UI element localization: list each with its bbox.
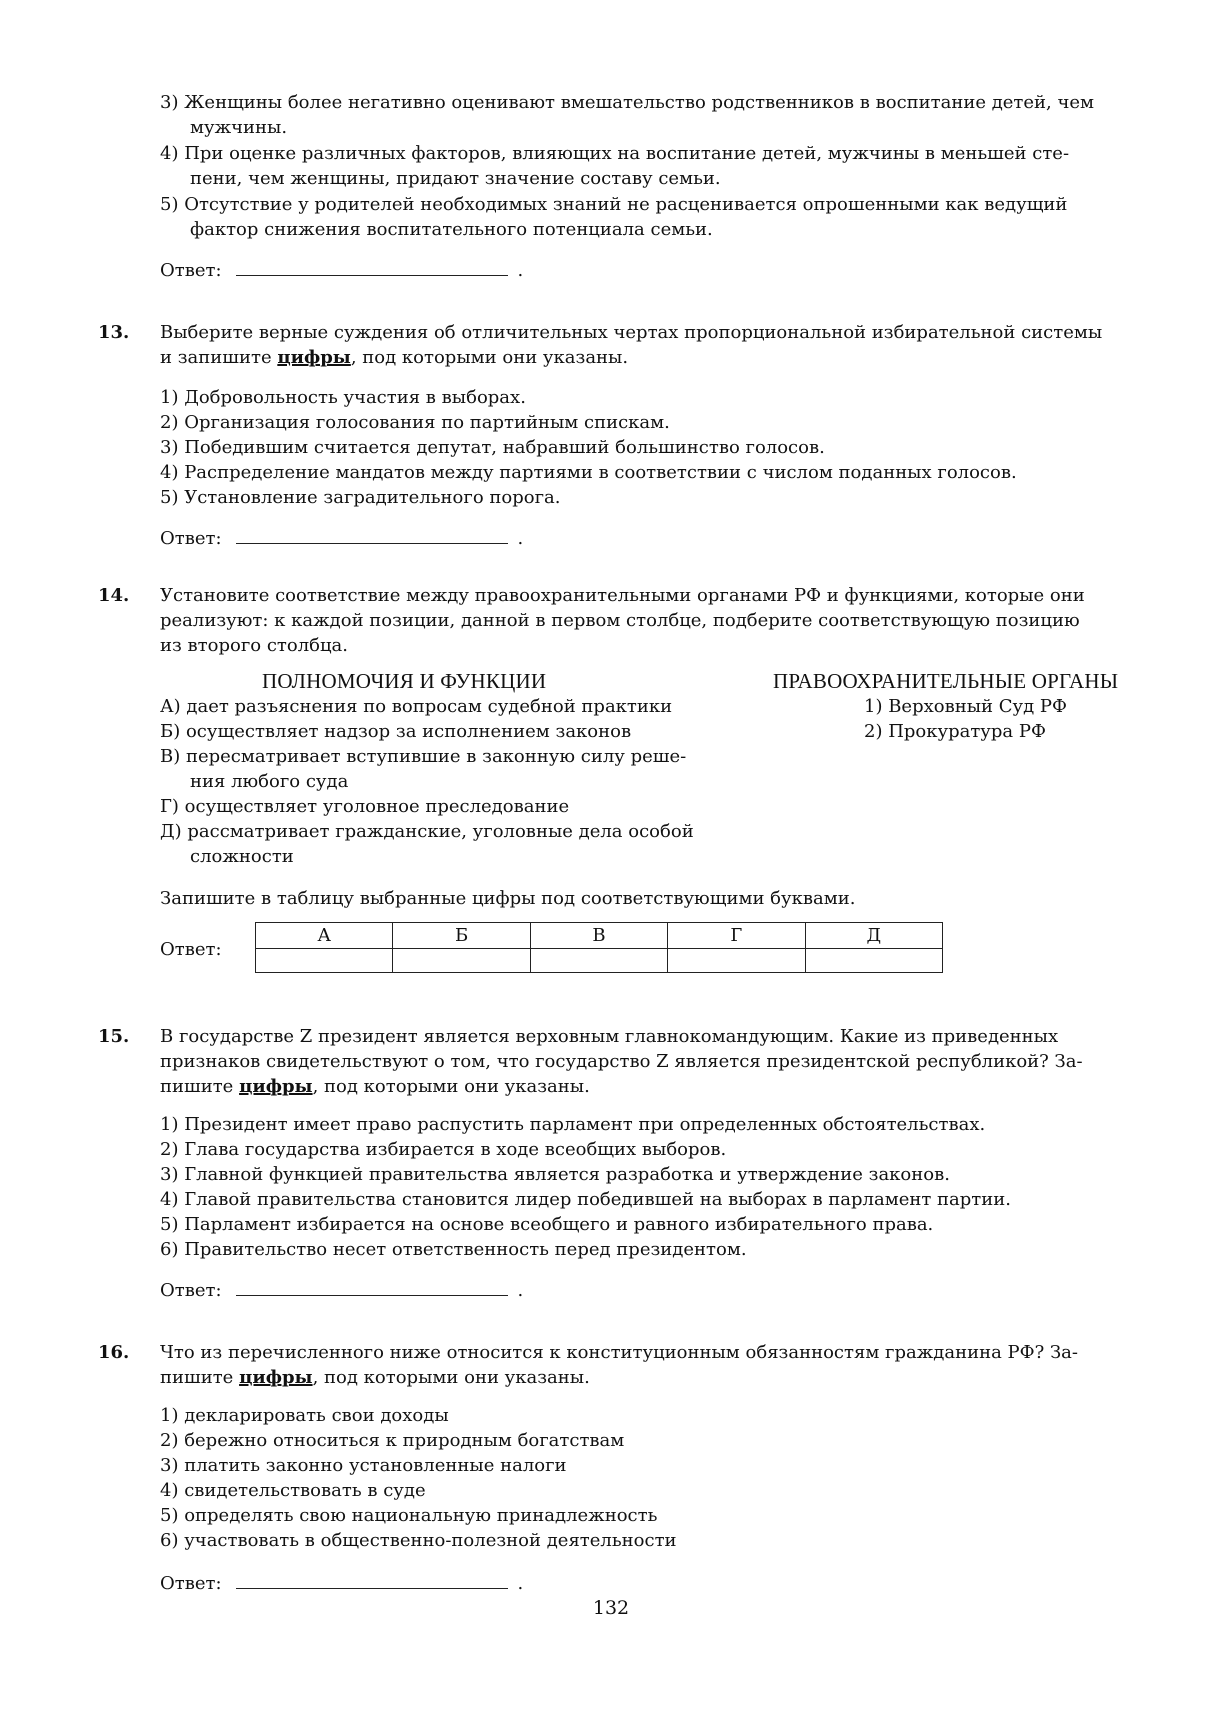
q13-options [160,385,1017,510]
table-header-cell: Б [393,923,530,949]
q16-number: 16. [98,1342,130,1363]
q14-organ-1: 1) Верховный Суд РФ [864,696,1067,717]
q14-answer-table [255,922,943,973]
q16-answer [160,1570,523,1596]
answer-blank[interactable] [236,1277,508,1296]
answer-cell[interactable] [256,949,393,973]
q14-instruction: Запишите в таблицу выбранные цифры под соответствующими буквами. [160,888,856,909]
q15-option: 2) Глава государства избирается в ходе всеобщих выборов. [160,1139,727,1160]
q13-text-post: , под которыми они указаны. [350,347,629,368]
q14-function-a: А) дает разъяснения по вопросам судебной практики [160,696,673,717]
q15-number: 15. [98,1026,130,1047]
q14-left-heading: ПОЛНОМОЧИЯ И ФУНКЦИИ [262,669,547,693]
q12-option-5 [160,192,1067,242]
answer-label: Ответ: [160,260,222,281]
q15-option: 1) Президент имеет право распустить парламент при определенных обстоятельствах. [160,1114,986,1135]
answer-blank[interactable] [236,1570,508,1589]
q12-option-3-line1: 3) Женщины более негативно оценивают вмешательство родственников в воспитание детей, чем [160,92,1095,113]
q15-text-post: , под которыми они указаны. [312,1076,590,1097]
answer-cell[interactable] [393,949,530,973]
q14-right-heading: ПРАВООХРАНИТЕЛЬНЫЕ ОРГАНЫ [773,669,1119,693]
q12-option-5-line2: фактор снижения воспитательного потенциала семьи. [190,219,713,240]
q14-function-v: В) пересматривает вступившие в законную силу реше- [160,746,687,767]
q15-option: 3) Главной функцией правительства является разработка и утверждение законов. [160,1164,950,1185]
answer-dot: . [517,1573,524,1594]
answer-cell[interactable] [805,949,942,973]
q14-text-line: Установите соответствие между правоохранительными органами РФ и функциями, которые они [160,585,1085,606]
q16-text-line1: Что из перечисленного ниже относится к конституционным обязанностям гражданина РФ? За- [160,1342,1078,1363]
table-answer-row [256,949,943,973]
q16-option: 4) свидетельствовать в суде [160,1480,426,1501]
q12-option-4-line2: пени, чем женщины, придают значение составу семьи. [190,168,721,189]
q15-text-line2: признаков свидетельствуют о том, что государство Z является президентской республикой? За- [160,1051,1083,1072]
table-header-row [256,923,943,949]
q13-answer [160,525,523,551]
q13-option: 5) Установление заградительного порога. [160,487,561,508]
q14-text [160,583,1200,658]
q16-option: 1) декларировать свои доходы [160,1405,449,1426]
table-header-cell: Д [805,923,942,949]
q13-option: 3) Победившим считается депутат, набравший большинство голосов. [160,437,825,458]
answer-dot: . [517,260,524,281]
q16-text [160,1340,1200,1390]
answer-cell[interactable] [668,949,805,973]
q16-option: 5) определять свою национальную принадлежность [160,1505,658,1526]
q16-text-post: , под которыми они указаны. [312,1367,590,1388]
q16-text-line2 [160,1365,1200,1390]
q14-function-b: Б) осуществляет надзор за исполнением законов [160,721,632,742]
q16-options [160,1403,677,1553]
table-header-cell: А [256,923,393,949]
answer-label: Ответ: [160,1280,222,1301]
q14-function-d-cont: сложности [190,846,294,867]
q12-option-3 [160,90,1094,140]
q13-text [160,320,1200,370]
q14-function-g: Г) осуществляет уголовное преследование [160,796,570,817]
table-header-cell: В [530,923,667,949]
answer-label: Ответ: [160,1573,222,1594]
q13-text-line2 [160,345,1200,370]
q13-text-bold: цифры [277,347,351,368]
q13-number: 13. [98,322,130,343]
q13-option: 4) Распределение мандатов между партиями в соответствии с числом поданных голосов. [160,462,1017,483]
q12-option-4-line1: 4) При оценке различных факторов, влияющих на воспитание детей, мужчины в меньшей сте- [160,143,1070,164]
q16-option: 6) участвовать в общественно-полезной деятельности [160,1530,677,1551]
q15-text-line3 [160,1074,1200,1099]
q15-option: 4) Главой правительства становится лидер победившей на выборах в парламент партии. [160,1189,1011,1210]
q16-text-pre: пишите [160,1367,240,1388]
q15-options [160,1112,1011,1262]
answer-cell[interactable] [530,949,667,973]
q12-option-4 [160,141,1069,191]
page-number: 132 [592,1597,630,1619]
q14-text-line: из второго столбца. [160,635,348,656]
q14-right-items [864,694,1067,744]
q13-text-pre: и запишите [160,347,278,368]
q12-option-3-line2: мужчины. [190,117,288,138]
q15-text [160,1024,1200,1099]
q15-option: 6) Правительство несет ответственность перед президентом. [160,1239,747,1260]
answer-dot: . [517,1280,524,1301]
q14-text-line: реализуют: к каждой позиции, данной в первом столбце, подберите соответствующую позицию [160,610,1080,631]
q16-text-bold: цифры [239,1367,313,1388]
answer-dot: . [517,528,524,549]
q16-option: 2) бережно относиться к природным богатствам [160,1430,625,1451]
answer-blank[interactable] [236,525,508,544]
q14-function-d: Д) рассматривает гражданские, уголовные дела особой [160,821,694,842]
q14-answer-label: Ответ: [160,939,222,960]
table-header-cell: Г [668,923,805,949]
q12-answer [160,257,523,283]
q13-option: 1) Добровольность участия в выборах. [160,387,526,408]
q13-text-line1: Выберите верные суждения об отличительных чертах пропорциональной избирательной системы [160,322,1103,343]
q14-number: 14. [98,585,130,606]
q14-organ-2: 2) Прокуратура РФ [864,721,1046,742]
q16-option: 3) платить законно установленные налоги [160,1455,567,1476]
q15-option: 5) Парламент избирается на основе всеобщего и равного избирательного права. [160,1214,934,1235]
q12-option-5-line1: 5) Отсутствие у родителей необходимых знаний не расценивается опрошенными как ведущий [160,194,1068,215]
q15-text-line1: В государстве Z президент является верховным главнокомандующим. Какие из приведенных [160,1026,1059,1047]
answer-blank[interactable] [236,257,508,276]
q14-function-v-cont: ния любого суда [190,771,349,792]
q13-option: 2) Организация голосования по партийным спискам. [160,412,670,433]
q15-text-pre: пишите [160,1076,240,1097]
q15-text-bold: цифры [239,1076,313,1097]
q14-left-items [160,694,694,869]
answer-label: Ответ: [160,528,222,549]
q15-answer [160,1277,523,1303]
